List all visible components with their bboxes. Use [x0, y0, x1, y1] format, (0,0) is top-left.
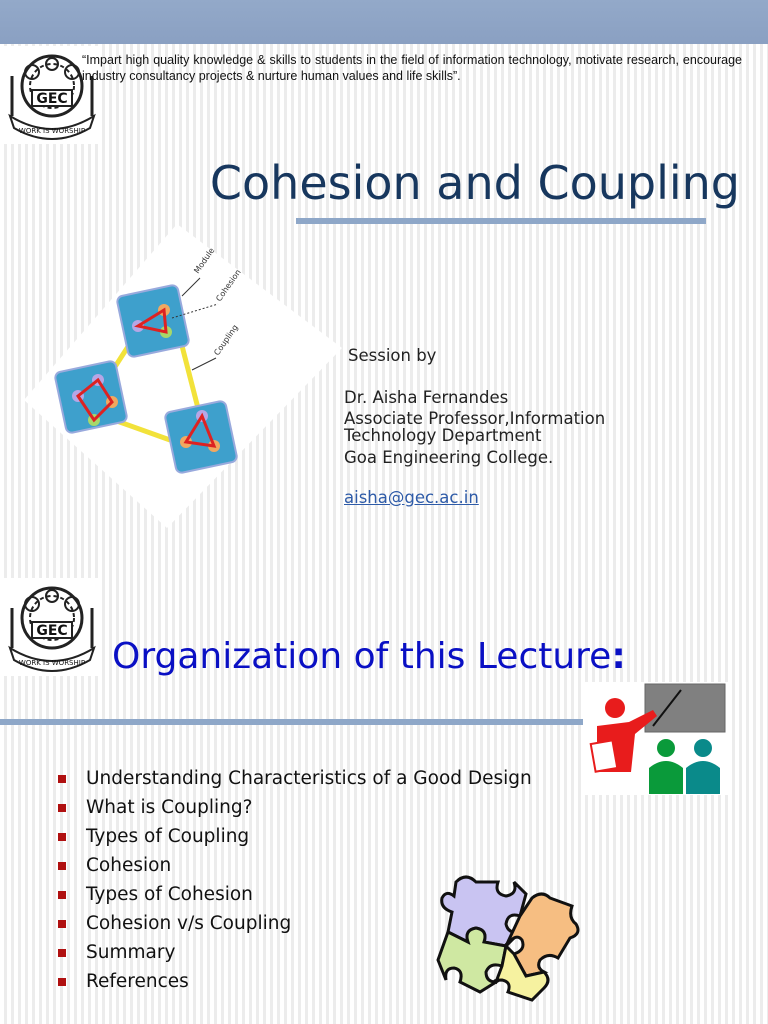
presenter-role-line1: Associate Professor,Information — [344, 409, 606, 428]
presenter-email-link[interactable]: aisha@gec.ac.in — [344, 488, 479, 507]
agenda-item: What is Coupling? — [58, 793, 532, 822]
svg-text:GEC: GEC — [36, 623, 68, 639]
module-box-top — [116, 284, 190, 358]
module-box-right — [164, 400, 238, 474]
diagram-label-cohesion: Cohesion — [214, 267, 243, 304]
svg-text:WORK IS WORSHIP: WORK IS WORSHIP — [18, 127, 86, 135]
bullet-icon — [58, 862, 66, 870]
slide-title-cohesion-coupling: Cohesion and Coupling — [209, 156, 740, 210]
bullet-icon — [58, 891, 66, 899]
title-underline — [0, 719, 585, 725]
svg-text:GEC: GEC — [36, 91, 68, 107]
title-colon: : — [611, 636, 626, 677]
presenter-college: Goa Engineering College. — [344, 448, 554, 467]
teacher-clipart — [583, 682, 728, 795]
bullet-icon — [58, 804, 66, 812]
top-banner — [0, 0, 768, 44]
agenda-item: Summary — [58, 938, 532, 967]
diagram-label-module: Module — [192, 246, 217, 276]
puzzle-clipart — [436, 872, 580, 1002]
mission-statement: “Impart high quality knowledge & skills to students in the field of information technology, motivate research, encourage industry consultancy projects & nurture human values and life skills”. — [82, 53, 742, 83]
title-underline — [296, 218, 706, 224]
bullet-icon — [58, 833, 66, 841]
title-text: Organization of this Lecture — [112, 636, 612, 677]
session-by-label: Session by — [348, 346, 437, 365]
presenter-role-line2: Technology Department — [344, 426, 542, 445]
slide-agenda — [0, 576, 768, 1024]
bullet-icon — [58, 775, 66, 783]
agenda-item: References — [58, 967, 532, 996]
module-box-left — [54, 360, 128, 434]
agenda-item: Cohesion — [58, 851, 532, 880]
svg-text:WORK IS WORSHIP: WORK IS WORSHIP — [18, 659, 86, 667]
agenda-item: Types of Coupling — [58, 822, 532, 851]
presenter-name: Dr. Aisha Fernandes — [344, 388, 509, 407]
module-diagram — [22, 220, 352, 530]
agenda-item: Cohesion v/s Coupling — [58, 909, 532, 938]
bullet-icon — [58, 978, 66, 986]
agenda-item: Understanding Characteristics of a Good Design — [58, 764, 532, 793]
diagram-label-coupling: Coupling — [212, 323, 240, 358]
bullet-icon — [58, 920, 66, 928]
bullet-icon — [58, 949, 66, 957]
presenter-info — [344, 388, 644, 467]
slide-title-organization — [112, 636, 626, 677]
agenda-item: Types of Cohesion — [58, 880, 532, 909]
college-logo — [2, 578, 102, 676]
